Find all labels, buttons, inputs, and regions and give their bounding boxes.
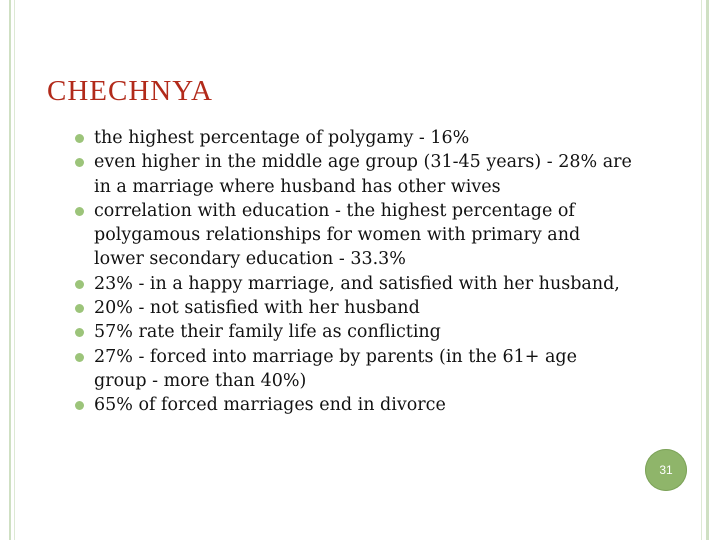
bullet-item [73, 272, 633, 296]
left-frame-line [9, 0, 11, 540]
bullet-dot-icon [75, 280, 84, 289]
bullet-text: even higher in the middle age group (31-45 years) - 28% are in a marriage where husband has other wives [94, 152, 632, 197]
bullet-dot-icon [75, 328, 84, 337]
slide-number-badge: 31 [645, 449, 687, 491]
right-frame-line [706, 0, 709, 540]
bullet-item [73, 345, 633, 394]
bullet-text: 23% - in a happy marriage, and satisfied with her husband, [94, 273, 620, 294]
bullet-dot-icon [75, 353, 84, 362]
bullet-text: 27% - forced into marriage by parents (in the 61+ age group - more than 40%) [94, 346, 577, 391]
slide-title: CHECHNYA [47, 75, 213, 107]
bullet-item [73, 320, 633, 344]
left-frame-inner-line [14, 0, 15, 540]
bullet-dot-icon [75, 134, 84, 143]
bullet-dot-icon [75, 158, 84, 167]
bullet-dot-icon [75, 401, 84, 410]
bullet-text: correlation with education - the highest percentage of polygamous relationships for women with primary and lower secondary education - 33.3% [94, 200, 581, 270]
bullet-item [73, 150, 633, 199]
right-frame-inner-line [701, 0, 702, 540]
bullet-item [73, 393, 633, 417]
bullet-dot-icon [75, 207, 84, 216]
bullet-list [73, 126, 633, 418]
bullet-item [73, 199, 633, 272]
bullet-item [73, 296, 633, 320]
bullet-text: the highest percentage of polygamy - 16% [94, 128, 470, 148]
bullet-text: 20% - not satisfied with her husband [94, 298, 420, 319]
bullet-item [73, 126, 633, 150]
bullet-text: 65% of forced marriages end in divorce [94, 395, 446, 416]
bullet-text: 57% rate their family life as conflicting [94, 322, 441, 343]
bullet-dot-icon [75, 304, 84, 313]
